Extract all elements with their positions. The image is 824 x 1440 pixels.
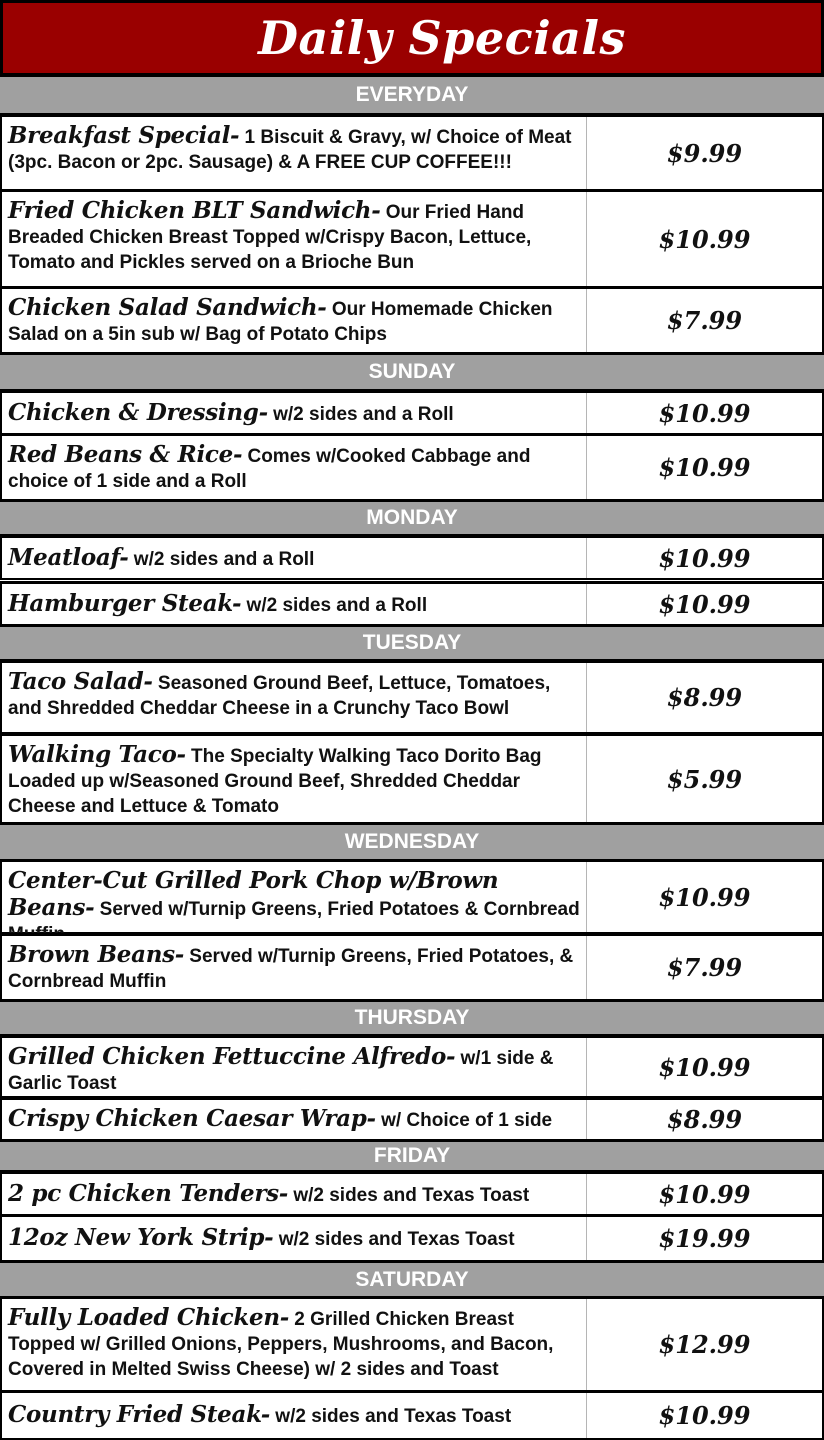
menu-item-price: $10.99 — [658, 398, 751, 428]
menu-item-price: $10.99 — [658, 1401, 751, 1430]
section-header-friday: FRIDAY — [0, 1139, 824, 1173]
menu-item-row — [0, 933, 824, 1001]
menu-item-price: $7.99 — [666, 306, 743, 335]
menu-item-row — [0, 1296, 824, 1392]
menu-item-row — [0, 1171, 824, 1216]
menu-item-description — [2, 538, 587, 578]
menu-item-price: $9.99 — [666, 138, 743, 168]
menu-item-row — [0, 1097, 824, 1141]
menu-item-details: Our Fried Hand Breaded Chicken Breast Topped w/Crispy Bacon, Lettuce, Tomato and Pickles served on a Brioche Bun — [8, 202, 532, 273]
menu-item-details: 1 Biscuit & Gravy, w/ Choice of Meat (3pc. Bacon or 2pc. Sausage) & A FREE CUP COFFEE!!! — [8, 127, 572, 173]
menu-item-price: $10.99 — [658, 543, 751, 573]
section-header-saturday: SATURDAY — [0, 1260, 824, 1300]
menu-item-name: Fully Loaded Chicken- — [8, 1304, 290, 1331]
section-header-everyday: EVERYDAY — [0, 74, 824, 116]
menu-item-name: Crispy Chicken Caesar Wrap- — [8, 1105, 376, 1132]
menu-item-name: Grilled Chicken Fettuccine Alfredo- — [8, 1043, 456, 1070]
menu-item-row — [0, 114, 824, 191]
menu-item-details: w/1 side & Garlic Toast — [8, 1048, 554, 1094]
menu-item-name: Center-Cut Grilled Pork Chop w/Brown Beans- — [8, 867, 499, 921]
menu-item-price: $12.99 — [658, 1330, 751, 1359]
menu-item-row — [0, 286, 824, 354]
menu-item-price: $10.99 — [658, 453, 751, 482]
section-header-thursday: THURSDAY — [0, 999, 824, 1037]
menu-item-price: $7.99 — [666, 953, 743, 982]
menu-item-description — [2, 936, 587, 999]
section-header-monday: MONDAY — [0, 499, 824, 537]
menu-item-details: w/2 sides and Texas Toast — [288, 1184, 530, 1206]
menu-item-name: Meatloaf- — [8, 543, 129, 571]
section-header-sunday: SUNDAY — [0, 352, 824, 392]
menu-item-name: Walking Taco- — [8, 741, 186, 768]
menu-item-details: Served w/Turnip Greens, Fried Potatoes, & Cornbread Muffin — [8, 946, 574, 992]
menu-item-price: $5.99 — [666, 765, 743, 794]
menu-item-description — [2, 436, 587, 499]
menu-item-price: $10.99 — [658, 224, 751, 254]
menu-item-name: Hamburger Steak- — [8, 590, 242, 617]
menu-item-price: $10.99 — [658, 882, 751, 912]
menu-item-price: $10.99 — [658, 1179, 751, 1209]
menu-item-details: Comes w/Cooked Cabbage and choice of 1 side and a Roll — [8, 446, 531, 492]
menu-item-row — [0, 390, 824, 435]
menu-item-price: $10.99 — [658, 590, 751, 619]
menu-item-row — [0, 1390, 824, 1440]
menu-item-price: $8.99 — [666, 683, 743, 712]
menu-item-row — [0, 1035, 824, 1098]
menu-item-details: Seasoned Ground Beef, Lettuce, Tomatoes, and Shredded Cheddar Cheese in a Crunchy Taco Bowl — [8, 673, 551, 719]
menu-item-row — [0, 733, 824, 825]
menu-item-description — [2, 393, 587, 433]
menu-item-name: Chicken Salad Sandwich- — [8, 294, 327, 321]
menu-item-row — [0, 660, 824, 734]
menu-item-description — [2, 117, 587, 189]
menu-item-row — [0, 433, 824, 501]
menu-item-description — [2, 1100, 587, 1139]
menu-item-price: $10.99 — [658, 1052, 751, 1082]
section-header-tuesday: TUESDAY — [0, 624, 824, 662]
menu-item-details: w/2 sides and a Roll — [241, 595, 428, 616]
menu-item-row — [0, 859, 824, 934]
menu-item-description — [2, 1174, 587, 1214]
menu-item-row — [0, 581, 824, 627]
menu-item-details: Our Homemade Chicken Salad on a 5in sub w/ Bag of Potato Chips — [8, 299, 553, 345]
menu-item-description — [2, 1299, 587, 1390]
menu-item-name: Country Fried Steak- — [8, 1401, 271, 1428]
menu-item-name: 12oz New York Strip- — [8, 1224, 274, 1251]
menu-item-name: Chicken & Dressing- — [8, 398, 268, 426]
menu-item-name: 2 pc Chicken Tenders- — [8, 1179, 289, 1207]
title-banner — [0, 0, 824, 76]
menu-item-details: w/2 sides and a Roll — [267, 403, 454, 425]
menu-item-row — [0, 1214, 824, 1262]
menu-item-row — [0, 189, 824, 288]
page-title: Daily Specials — [258, 11, 626, 65]
menu-item-details: The Specialty Walking Taco Dorito Bag Loaded up w/Seasoned Ground Beef, Shredded Cheddar Cheese and Lettuce & Tomato — [8, 746, 542, 817]
menu-item-details: w/2 sides and Texas Toast — [273, 1229, 515, 1250]
menu-item-description — [2, 736, 587, 823]
menu-item-details: w/ Choice of 1 side — [375, 1110, 553, 1131]
menu-item-name: Brown Beans- — [8, 941, 185, 968]
menu-item-name: Breakfast Special- — [8, 122, 240, 149]
menu-item-description — [2, 1393, 587, 1438]
menu-item-description — [2, 862, 587, 932]
menu-item-name: Fried Chicken BLT Sandwich- — [8, 197, 381, 224]
menu-item-description — [2, 1217, 587, 1260]
menu-item-details: w/2 sides and a Roll — [128, 548, 315, 570]
menu-item-name: Red Beans & Rice- — [8, 441, 243, 468]
menu-item-price: $19.99 — [658, 1224, 751, 1253]
menu-item-description — [2, 1038, 587, 1096]
menu-item-row — [0, 535, 824, 580]
menu-item-description — [2, 192, 587, 286]
menu-item-description — [2, 584, 587, 625]
section-header-wednesday: WEDNESDAY — [0, 822, 824, 862]
menu-item-name: Taco Salad- — [8, 668, 153, 695]
menu-item-details: w/2 sides and Texas Toast — [270, 1406, 512, 1427]
menu-item-details: 2 Grilled Chicken Breast Topped w/ Grilled Onions, Peppers, Mushrooms, and Bacon, Covered in Melted Swiss Cheese) w/ 2 sides and Toast — [8, 1309, 554, 1380]
menu-item-price: $8.99 — [666, 1105, 743, 1134]
menu-item-description — [2, 289, 587, 352]
menu-item-details: Served w/Turnip Greens, Fried Potatoes & Cornbread — [99, 899, 580, 920]
menu-item-description — [2, 663, 587, 732]
